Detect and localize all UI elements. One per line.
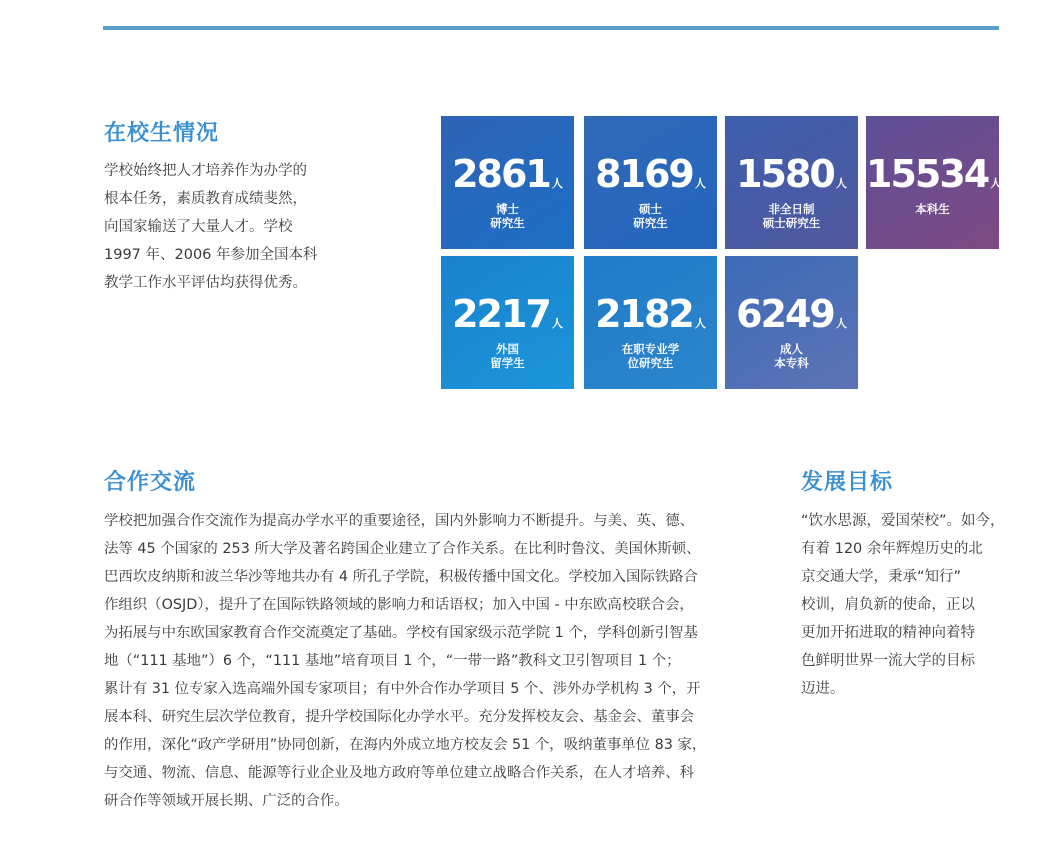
stat-value: 1580	[736, 152, 834, 196]
stat-unit: 人	[694, 317, 706, 330]
students-line: 学校始终把人才培养作为办学的	[104, 163, 307, 179]
goals-line: 京交通大学，秉承“知行”	[801, 569, 962, 585]
stat-value: 2217	[452, 292, 550, 336]
students-line: 向国家输送了大量人才。学校	[104, 219, 293, 235]
cooperation-line: 展本科、研究生层次学位教育，提升学校国际化办学水平。充分发挥校友会、基金会、董事会	[104, 709, 695, 725]
cooperation-line: 地（“111 基地”）6 个，“111 基地”培育项目 1 个，“一带一路”教科文卫引智项目 1 个；	[104, 653, 681, 669]
stat-label: 留学生	[490, 356, 525, 370]
stat-unit: 人	[551, 177, 563, 190]
stat-value: 6249	[736, 292, 834, 336]
stat-unit: 人	[694, 177, 706, 190]
cooperation-line: 作组织（OSJD），提升了在国际铁路领域的影响力和话语权；加入中国 - 中东欧高校联合会，	[104, 597, 694, 613]
stat-label: 研究生	[490, 216, 525, 230]
stat-unit: 人	[990, 177, 1002, 190]
cooperation-line: 为拓展与中东欧国家教育合作交流奠定了基础。学校有国家级示范学院 1 个，学科创新引智基	[104, 625, 698, 641]
stat-label: 硕士	[639, 202, 662, 216]
stat-tile-undergrad	[866, 116, 1002, 249]
goals-line: 更加开拓进取的精神向着特	[801, 625, 975, 641]
stat-value: 2861	[452, 152, 550, 196]
stat-unit: 人	[551, 317, 563, 330]
stat-unit: 人	[835, 177, 847, 190]
cooperation-line: 学校把加强合作交流作为提高办学水平的重要途径，国内外影响力不断提升。与美、英、德、	[104, 513, 695, 529]
stat-label: 本专科	[774, 356, 809, 370]
stat-tile-master	[584, 116, 717, 249]
stat-tile-inservice	[584, 256, 717, 389]
cooperation-line: 巴西坎皮纳斯和波兰华沙等地共办有 4 所孔子学院，积极传播中国文化。学校加入国际铁路合	[104, 569, 698, 585]
goals-line: 色鲜明世界一流大学的目标	[801, 653, 975, 669]
stat-value: 2182	[595, 292, 693, 336]
stat-label: 在职专业学	[621, 342, 680, 356]
cooperation-line: 累计有 31 位专家入选高端外国专家项目；有中外合作办学项目 5 个、涉外办学机构 3 个，开	[104, 681, 701, 697]
stat-value: 8169	[595, 152, 693, 196]
stat-label: 研究生	[633, 216, 668, 230]
top-divider	[103, 26, 999, 30]
cooperation-heading: 合作交流	[104, 470, 197, 495]
cooperation-line: 与交通、物流、信息、能源等行业企业及地方政府等单位建立战略合作关系，在人才培养、科	[104, 765, 695, 781]
goals-paragraph	[801, 507, 1011, 703]
stat-label: 位研究生	[627, 356, 674, 370]
students-line: 1997 年、2006 年参加全国本科	[104, 247, 318, 263]
goals-heading: 发展目标	[801, 470, 894, 495]
goals-line: 校训，肩负新的使命，正以	[801, 597, 975, 613]
cooperation-line: 研合作等领域开展长期、广泛的合作。	[104, 793, 349, 809]
cooperation-line: 法等 45 个国家的 253 所大学及著名跨国企业建立了合作关系。在比利时鲁汶、美国休斯顿、	[104, 541, 701, 557]
stat-tile-phd	[441, 116, 574, 249]
stat-label: 本科生	[915, 202, 950, 216]
stat-label: 博士	[496, 202, 519, 216]
goals-line: “饮水思源，爱国荣校”。如今，	[801, 513, 1005, 529]
goals-line: 有着 120 余年辉煌历史的北	[801, 541, 983, 557]
cooperation-paragraph	[104, 507, 784, 815]
students-paragraph	[104, 157, 354, 297]
goals-line: 迈进。	[801, 681, 845, 697]
stat-tile-international	[441, 256, 574, 389]
stat-label: 成人	[780, 342, 803, 356]
stat-unit: 人	[835, 317, 847, 330]
students-line: 根本任务，素质教育成绩斐然，	[104, 191, 307, 207]
students-heading: 在校生情况	[104, 121, 220, 146]
stat-tile-adult	[725, 256, 858, 389]
stat-label: 非全日制	[768, 202, 815, 216]
stat-tile-parttime-master	[725, 116, 858, 249]
stat-label: 硕士研究生	[762, 216, 821, 230]
stat-value: 15534	[866, 152, 989, 196]
stat-label: 外国	[496, 342, 519, 356]
cooperation-line: 的作用，深化“政产学研用”协同创新，在海内外成立地方校友会 51 个，吸纳董事单位 83 家，	[104, 737, 707, 753]
students-line: 教学工作水平评估均获得优秀。	[104, 275, 307, 291]
